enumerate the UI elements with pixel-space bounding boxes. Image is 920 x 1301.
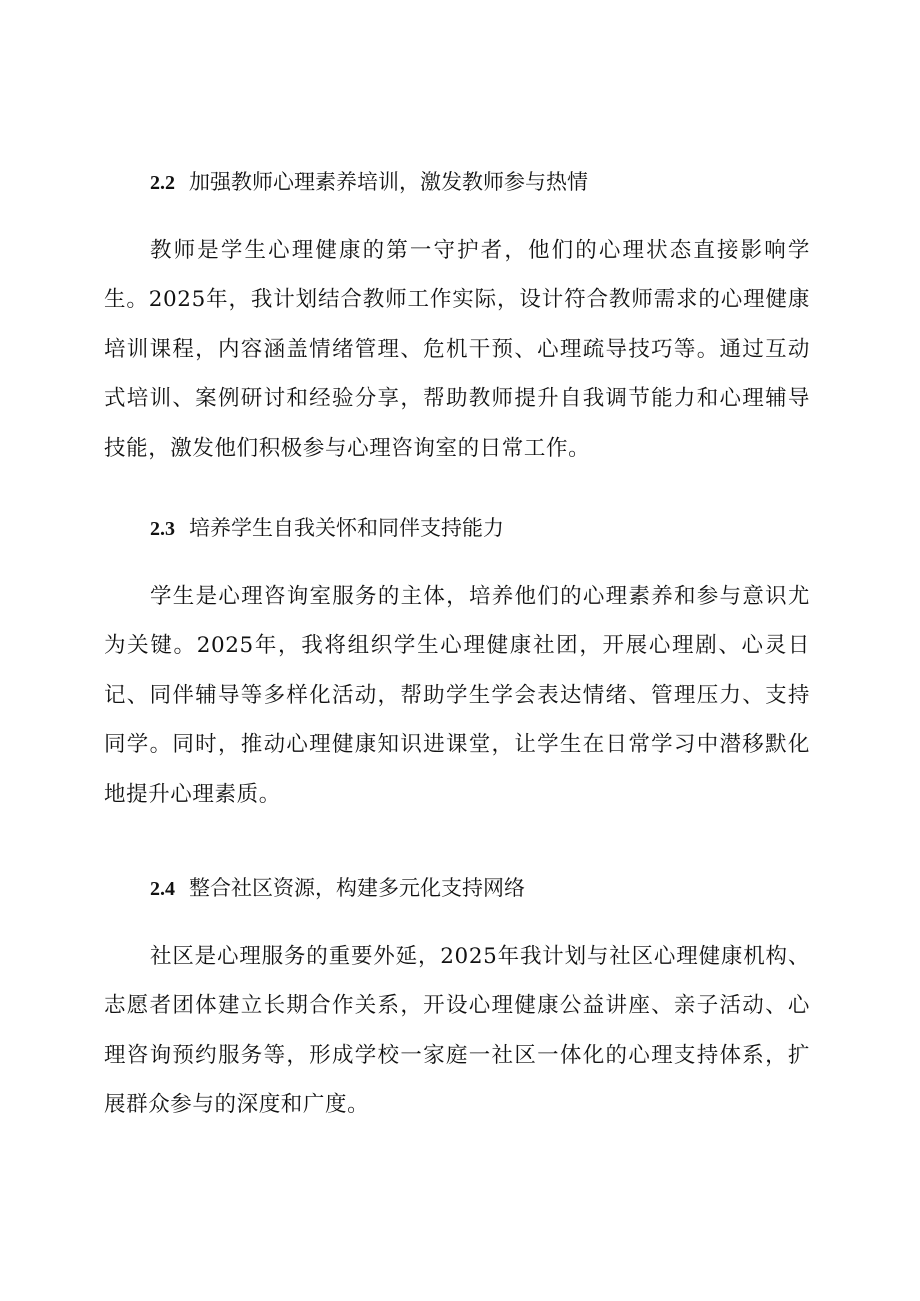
section-number: 2.3	[150, 518, 175, 540]
section-title: 加强教师心理素养培训，激发教师参与热情	[189, 170, 588, 194]
section-2-4	[104, 873, 810, 1130]
section-heading	[150, 167, 810, 198]
section-number: 2.2	[150, 172, 175, 194]
section-number: 2.4	[150, 878, 175, 900]
section-paragraph: 教师是学生心理健康的第一守护者，他们的心理状态直接影响学生。2025年，我计划结合教师工作实际，设计符合教师需求的心理健康培训课程，内容涵盖情绪管理、危机干预、心理疏导技巧等。通过互动式培训、案例研讨和经验分享，帮助教师提升自我调节能力和心理辅导技能，激发他们积极参与心理咨询室的日常工作。	[104, 238, 810, 461]
section-paragraph: 社区是心理服务的重要外延，2025年我计划与社区心理健康机构、志愿者团体建立长期合作关系，开设心理健康公益讲座、亲子活动、心理咨询预约服务等，形成学校一家庭一社区一体化的心理支持体系，扩展群众参与的深度和广度。	[104, 944, 810, 1118]
section-paragraph: 学生是心理咨询室服务的主体，培养他们的心理素养和参与意识尤为关键。2025年，我将组织学生心理健康社团，开展心理剧、心灵日记、同伴辅导等多样化活动，帮助学生学会表达情绪、管理压力、支持同学。同时，推动心理健康知识进课堂，让学生在日常学习中潜移默化地提升心理素质。	[104, 584, 810, 807]
section-heading	[150, 873, 810, 904]
section-2-3	[104, 513, 810, 819]
section-title: 培养学生自我关怀和同伴支持能力	[189, 516, 504, 540]
section-title: 整合社区资源，构建多元化支持网络	[189, 876, 525, 900]
section-2-2	[104, 167, 810, 473]
section-heading	[150, 513, 810, 544]
